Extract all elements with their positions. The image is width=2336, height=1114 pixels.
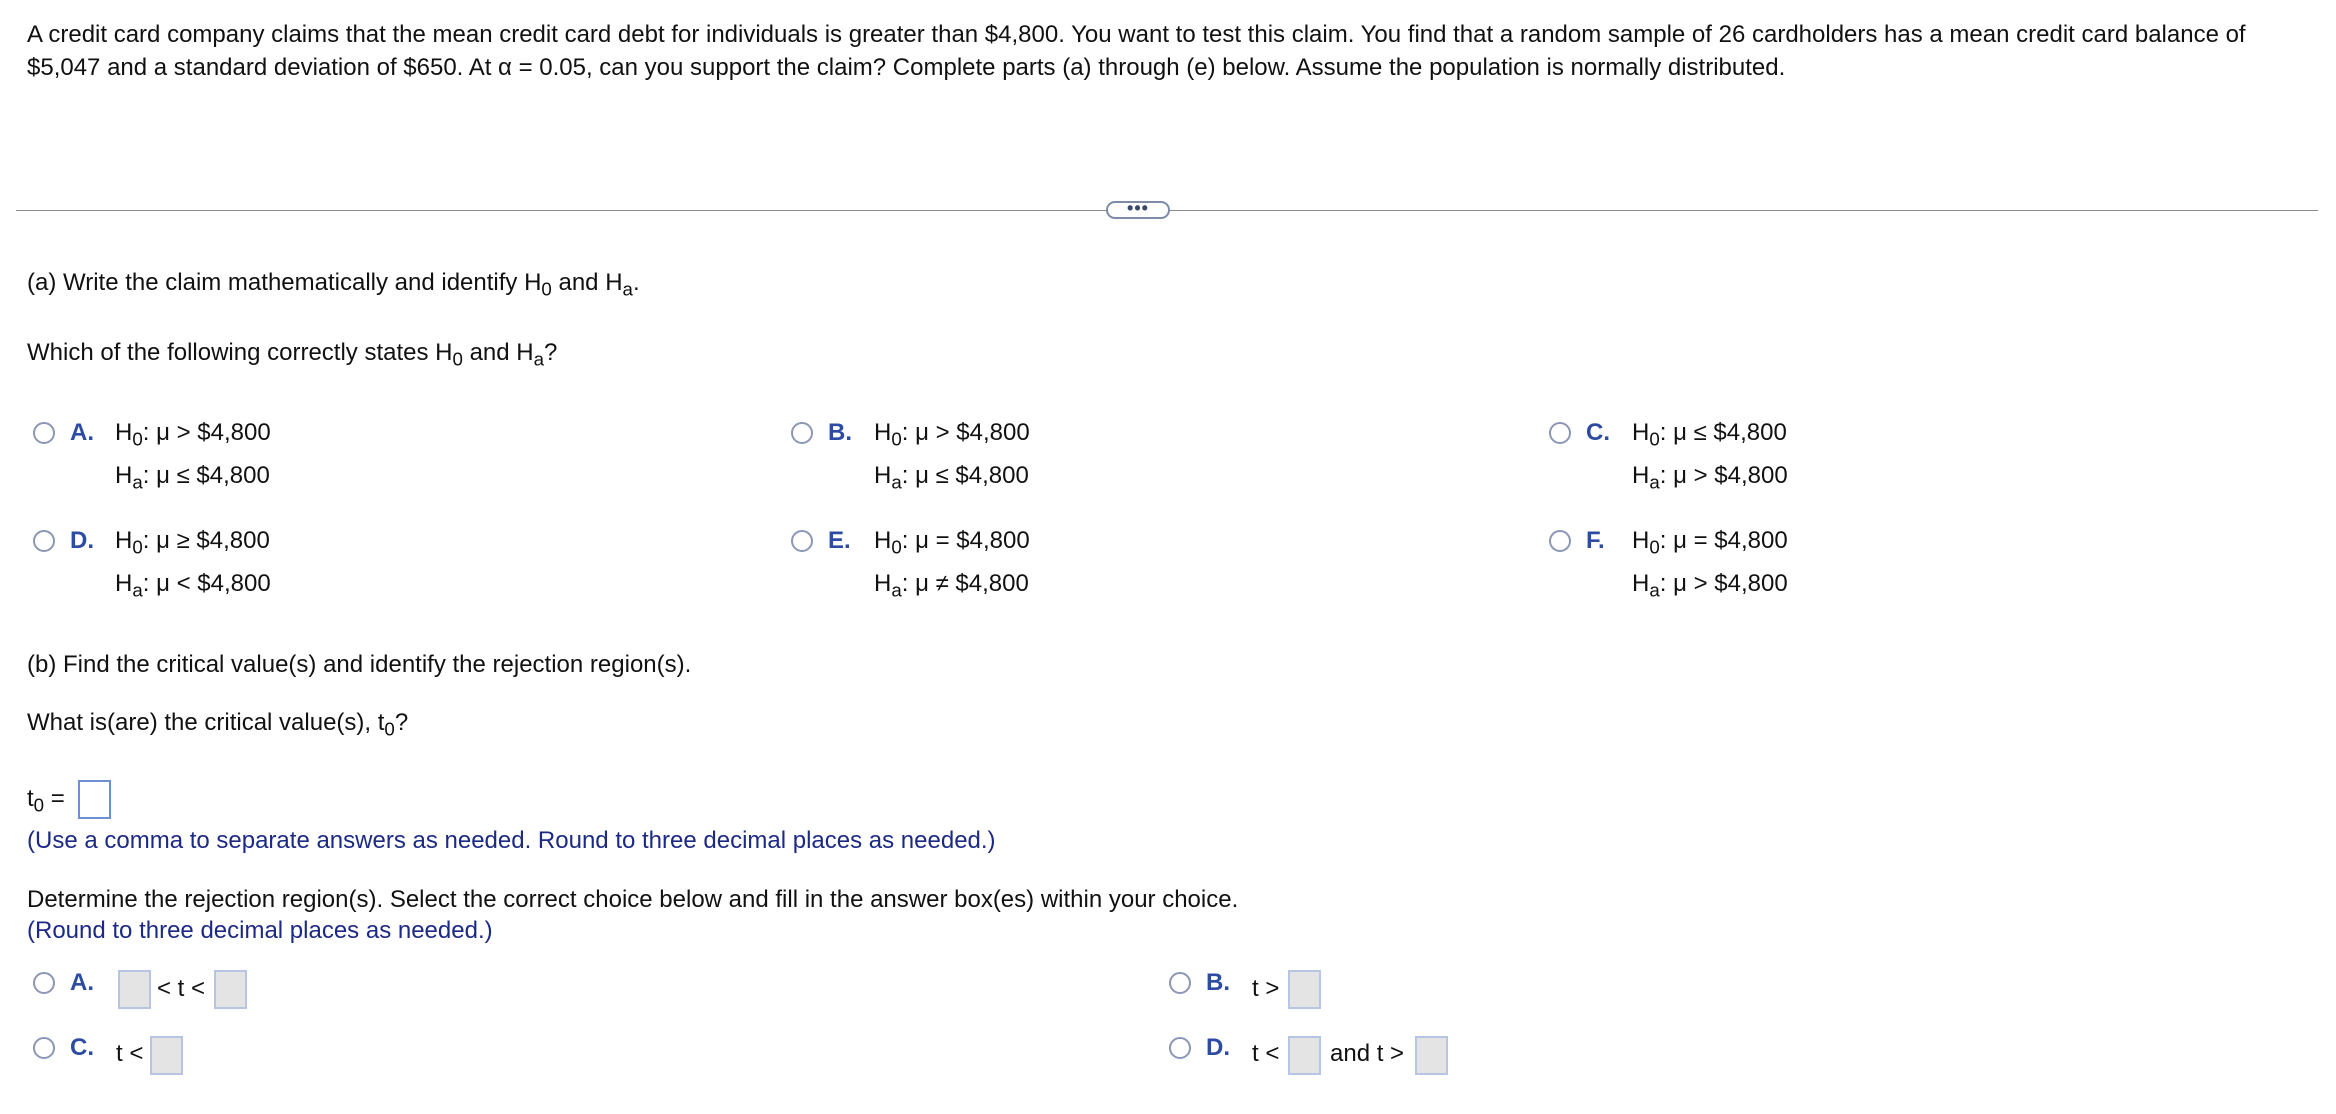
option-a-letter: A. [70, 419, 94, 446]
expand-button[interactable]: ••• [1106, 201, 1170, 219]
region-a-operator: < t < [157, 975, 206, 1002]
option-b-h0: $H_0$: μ > $4,800 [874, 419, 1030, 450]
region-d-lower-input[interactable] [1288, 1036, 1321, 1075]
region-option-b-radio[interactable] [1169, 972, 1191, 994]
rejection-region-instruction: Determine the rejection region(s). Select the correct choice below and fill in the answer box(es) within your choice. [27, 886, 1239, 913]
critical-value-label: $t_0$ = [27, 785, 65, 816]
option-a-h0: $H_0$: μ > $4,800 [115, 419, 271, 450]
region-c-operator: t < [116, 1040, 144, 1067]
option-d-h0: $H_0$: μ ≥ $4,800 [115, 527, 270, 558]
option-c-radio[interactable] [1549, 422, 1571, 444]
option-b-letter: B. [828, 419, 852, 446]
region-option-a-radio[interactable] [33, 972, 55, 994]
region-option-c-radio[interactable] [33, 1037, 55, 1059]
region-d-upper-input[interactable] [1415, 1036, 1448, 1075]
option-f-radio[interactable] [1549, 530, 1571, 552]
region-option-a-letter: A. [70, 969, 94, 996]
region-c-input[interactable] [150, 1036, 183, 1075]
option-b-radio[interactable] [791, 422, 813, 444]
option-e-ha: $H_a$: μ ≠ $4,800 [874, 570, 1029, 601]
option-e-h0: $H_0$: μ = $4,800 [874, 527, 1030, 558]
option-a-ha: $H_a$: μ ≤ $4,800 [115, 462, 270, 493]
part-a-question: Which of the following correctly states $H_0$ and $H_a$? [27, 339, 558, 370]
region-option-c-letter: C. [70, 1034, 94, 1061]
region-b-operator: t > [1252, 975, 1280, 1002]
option-f-h0: $H_0$: μ = $4,800 [1632, 527, 1788, 558]
option-c-ha: $H_a$: μ > $4,800 [1632, 462, 1788, 493]
region-option-d-radio[interactable] [1169, 1037, 1191, 1059]
option-e-radio[interactable] [791, 530, 813, 552]
option-c-h0: $H_0$: μ ≤ $4,800 [1632, 419, 1787, 450]
region-a-lower-input[interactable] [118, 970, 151, 1009]
part-a-instruction: (a) Write the claim mathematically and identify $H_0$ and $H_a$. [27, 269, 640, 300]
hint-comma-round: (Use a comma to separate answers as needed. Round to three decimal places as needed.) [27, 827, 996, 854]
option-d-letter: D. [70, 527, 94, 554]
critical-value-input[interactable] [78, 780, 111, 819]
region-d-operator-2: and t > [1330, 1040, 1405, 1067]
option-d-ha: $H_a$: μ < $4,800 [115, 570, 271, 601]
problem-statement: A credit card company claims that the mean credit card debt for individuals is greater than $4,800. You want to test this claim. You find that a random sample of 26 cardholders has a mean credit card balance of $5,047 and a standard deviation of $650. At α = 0.05, can you support the claim? Complete parts (a) through (e) below. Assume the population is normally distributed. [27, 21, 2246, 81]
region-b-input[interactable] [1288, 970, 1321, 1009]
region-d-operator-1: t < [1252, 1040, 1280, 1067]
option-e-letter: E. [828, 527, 851, 554]
option-f-ha: $H_a$: μ > $4,800 [1632, 570, 1788, 601]
part-b-instruction: (b) Find the critical value(s) and identify the rejection region(s). [27, 651, 692, 678]
hint-round: (Round to three decimal places as needed.) [27, 917, 493, 944]
option-c-letter: C. [1586, 419, 1610, 446]
option-f-letter: F. [1586, 527, 1605, 554]
option-b-ha: $H_a$: μ ≤ $4,800 [874, 462, 1029, 493]
part-b-question: What is(are) the critical value(s), $t_0$? [27, 709, 409, 740]
option-d-radio[interactable] [33, 530, 55, 552]
region-option-d-letter: D. [1206, 1034, 1230, 1061]
region-option-b-letter: B. [1206, 969, 1230, 996]
region-a-upper-input[interactable] [214, 970, 247, 1009]
option-a-radio[interactable] [33, 422, 55, 444]
